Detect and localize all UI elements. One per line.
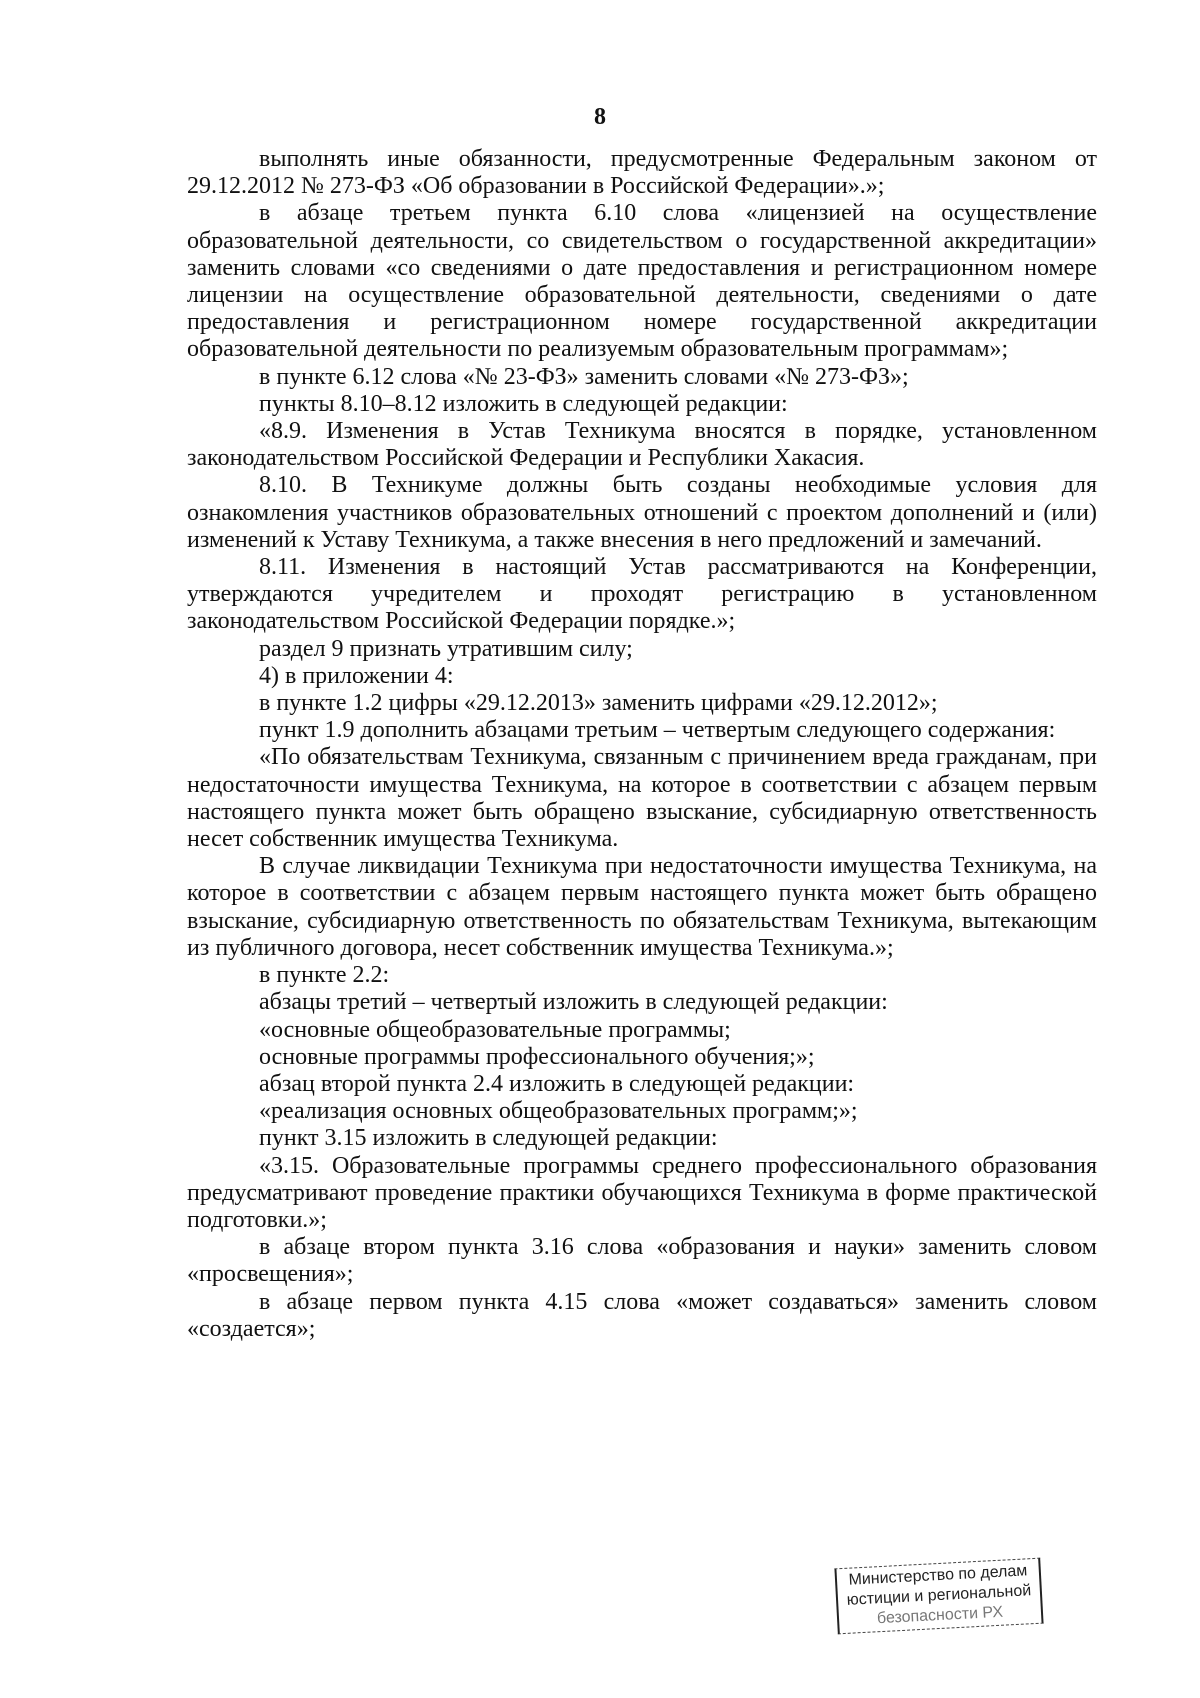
paragraph: «основные общеобразовательные программы; xyxy=(259,1016,731,1043)
paragraph: пункты 8.10–8.12 изложить в следующей редакции: xyxy=(259,390,788,417)
paragraph: пункт 3.15 изложить в следующей редакции: xyxy=(259,1125,718,1152)
paragraph: 8.10. В Техникуме должны быть созданы необходимые условия для ознакомления участников образовательных отношений с проектом дополнений и (или) изменений к Уставу Техникума, а также внесения в него предложений и замечаний. xyxy=(187,472,1097,553)
paragraph: «По обязательствам Техникума, связанным с причинением вреда гражданам, при недостаточности имущества Техникума, на которое в соответствии с абзацем первым настоящего пункта может быть обращено взыскание, субсидиарную ответственность несет собственник имущества Техникума. xyxy=(187,744,1097,853)
stamp-line: юстиции и региональной xyxy=(846,1582,1032,1609)
paragraph: раздел 9 признать утратившим силу; xyxy=(259,635,633,662)
paragraph: в абзаце третьем пункта 6.10 слова «лицензией на осуществление образовательной деятельности, со свидетельством о государственной аккредитации» заменить словами «со сведениями о дате предоставления и регистрационном номере лицензии на осуществление образовательной деятельности, сведениями о дате предоставления и регистрационном номере государственной аккредитации образовательной деятельности по реализуемым образовательным программам»; xyxy=(187,200,1097,363)
paragraph: «реализация основных общеобразовательных программ;»; xyxy=(259,1098,858,1125)
paragraph: В случае ликвидации Техникума при недостаточности имущества Техникума, на которое в соответствии с абзацем первым настоящего пункта может быть обращено взыскание, субсидиарную ответственность по обязательствам Техникума, вытекающим из публичного договора, несет собственник имущества Техникума.»; xyxy=(187,853,1097,961)
ministry-stamp xyxy=(834,1558,1043,1635)
stamp-line: безопасности РХ xyxy=(876,1603,1004,1628)
paragraph: абзац второй пункта 2.4 изложить в следующей редакции: xyxy=(259,1070,855,1097)
paragraph: в абзаце первом пункта 4.15 слова «может создаваться» заменить словом «создается»; xyxy=(187,1288,1097,1342)
paragraph: в пункте 1.2 цифры «29.12.2013» заменить цифрами «29.12.2012»; xyxy=(259,690,938,717)
paragraph: абзацы третий – четвертый изложить в следующей редакции: xyxy=(259,989,888,1016)
document-body xyxy=(187,146,1097,1343)
paragraph: 8.11. Изменения в настоящий Устав рассматриваются на Конференции, утверждаются учредителем и проходят регистрацию в установленном законодательством Российской Федерации порядке.»; xyxy=(187,554,1097,635)
stamp-line: Министерство по делам xyxy=(848,1562,1028,1589)
paragraph: в пункте 2.2: xyxy=(259,962,390,989)
paragraph: в пункте 6.12 слова «№ 23-ФЗ» заменить словами «№ 273-ФЗ»; xyxy=(259,363,909,390)
paragraph: в абзаце втором пункта 3.16 слова «образования и науки» заменить словом «просвещения»; xyxy=(187,1234,1097,1288)
paragraph: пункт 1.9 дополнить абзацами третьим – четвертым следующего содержания: xyxy=(259,717,1056,744)
paragraph: «3.15. Образовательные программы среднего профессионального образования предусматривают проведение практики обучающихся Техникума в форме практической подготовки.»; xyxy=(187,1152,1097,1233)
page-number: 8 xyxy=(594,104,606,130)
paragraph: основные программы профессионального обучения;»; xyxy=(259,1043,815,1070)
paragraph: 4) в приложении 4: xyxy=(259,662,454,689)
paragraph: «8.9. Изменения в Устав Техникума вносятся в порядке, установленном законодательством Российской Федерации и Республики Хакасия. xyxy=(187,418,1097,472)
paragraph: выполнять иные обязанности, предусмотренные Федеральным законом от 29.12.2012 № 273-ФЗ «Об образовании в Российской Федерации».»; xyxy=(187,146,1097,200)
